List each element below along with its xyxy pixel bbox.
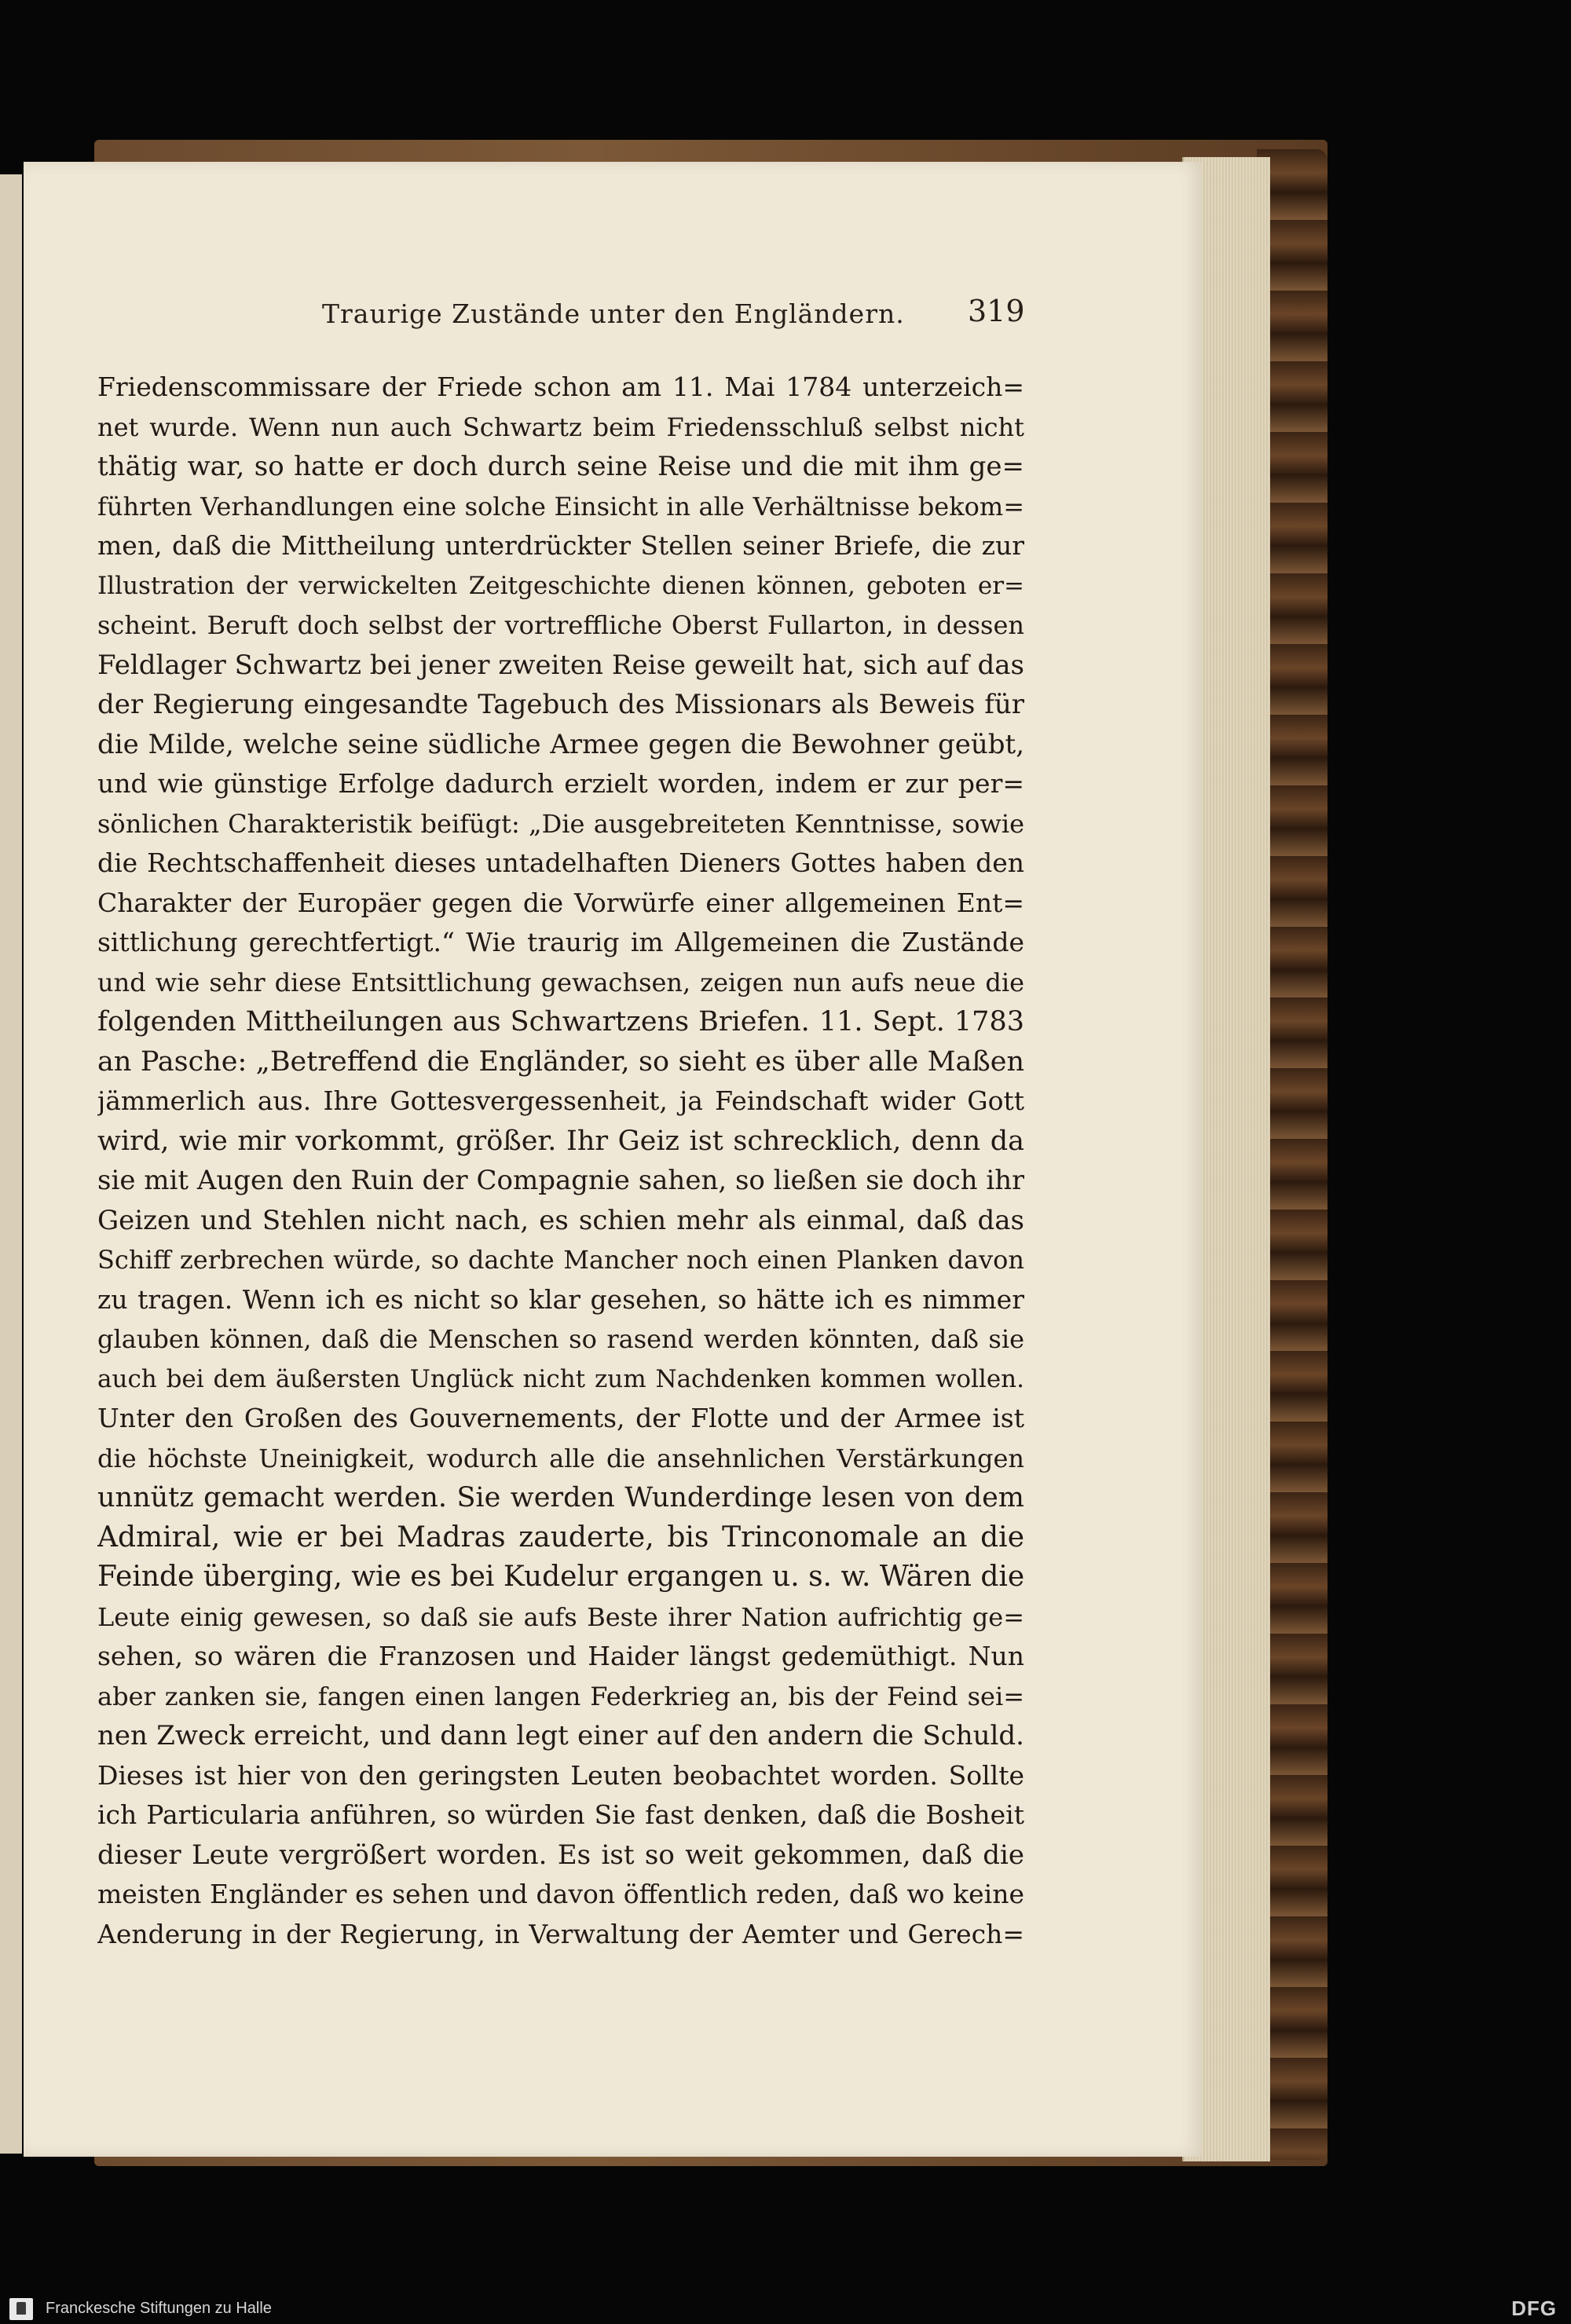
text-line: unnütz gemacht werden. Sie werden Wunderdinge lesen von dem <box>97 1482 1024 1513</box>
francke-foundation-logo-icon <box>9 2298 33 2320</box>
text-line: zu tragen. Wenn ich es nicht so klar gesehen, so hätte ich es nimmer <box>97 1283 1024 1315</box>
text-line: Aenderung in der Regierung, in Verwaltung der Aemter und Gerech= <box>97 1918 1024 1949</box>
text-line: Dieses ist hier von den geringsten Leuten beobachtet worden. Sollte <box>97 1759 1024 1791</box>
viewer-footer <box>0 2293 1571 2324</box>
text-line: folgenden Mittheilungen aus Schwartzens Briefen. 11. Sept. 1783 <box>97 1006 1024 1038</box>
text-line: nen Zweck erreicht, und dann legt einer auf den andern die Schuld. <box>97 1720 1024 1751</box>
text-line: Admiral, wie er bei Madras zauderte, bis Trinconomale an die <box>97 1521 1024 1554</box>
text-line: sie mit Augen den Ruin der Compagnie sahen, so ließen sie doch ihr <box>97 1165 1024 1196</box>
text-line: sehen, so wären die Franzosen und Haider längst gedemüthigt. Nun <box>97 1641 1024 1671</box>
text-line: glauben können, daß die Menschen so rasend werden könnten, daß sie <box>97 1324 1024 1354</box>
text-line: meisten Engländer es sehen und davon öffentlich reden, daß wo keine <box>97 1879 1024 1909</box>
text-line: sönlichen Charakteristik beifügt: „Die ausgebreiteten Kenntnisse, sowie <box>97 808 1024 839</box>
page-number: 319 <box>968 294 1025 328</box>
text-line: Illustration der verwickelten Zeitgeschichte dienen können, geboten er= <box>97 571 1024 600</box>
text-line: an Pasche: „Betreffend die Engländer, so sieht es über alle Maßen <box>97 1045 1024 1078</box>
text-line: net wurde. Wenn nun auch Schwartz beim Friedensschluß selbst nicht <box>97 412 1024 442</box>
text-line: Leute einig gewesen, so daß sie aufs Beste ihrer Nation aufrichtig ge= <box>97 1601 1024 1632</box>
text-line: der Regierung eingesandte Tagebuch des Missionars als Beweis für <box>97 689 1024 720</box>
text-line: Charakter der Europäer gegen die Vorwürfe einer allgemeinen Ent= <box>97 887 1024 918</box>
body-text <box>97 368 1024 1954</box>
text-line: und wie sehr diese Entsittlichung gewachsen, zeigen nun aufs neue die <box>97 967 1024 997</box>
text-line: Geizen und Stehlen nicht nach, es schien mehr als einmal, daß das <box>97 1204 1024 1236</box>
text-line: die höchste Uneinigkeit, wodurch alle die ansehnlichen Verstärkungen <box>97 1443 1024 1473</box>
text-line: Unter den Großen des Gouvernements, der Flotte und der Armee ist <box>97 1403 1024 1433</box>
text-line: sittlichung gerechtfertigt.“ Wie traurig im Allgemeinen die Zustände <box>97 927 1024 957</box>
text-line: Feldlager Schwartz bei jener zweiten Reise geweilt hat, sich auf das <box>97 649 1024 681</box>
text-line: ich Particularia anführen, so würden Sie fast denken, daß die Bosheit <box>97 1799 1024 1830</box>
text-line: die Rechtschaffenheit dieses untadelhaften Dieners Gottes haben den <box>97 847 1024 878</box>
text-line: dieser Leute vergrößert worden. Es ist so weit gekommen, daß die <box>97 1839 1024 1871</box>
dfg-logo: DFG <box>1511 2297 1557 2320</box>
text-line: auch bei dem äußersten Unglück nicht zum Nachdenken kommen wollen. <box>97 1364 1024 1393</box>
text-line: Feinde überging, wie es bei Kudelur ergangen u. s. w. Wären die <box>97 1561 1024 1593</box>
text-line: Schiff zerbrechen würde, so dachte Mancher noch einen Planken davon <box>97 1245 1024 1275</box>
text-line: wird, wie mir vorkommt, größer. Ihr Geiz ist schrecklich, denn da <box>97 1125 1024 1157</box>
text-line: scheint. Beruft doch selbst der vortreffliche Oberst Fullarton, in dessen <box>97 610 1024 640</box>
running-head: Traurige Zustände unter den Engländern. <box>322 298 905 329</box>
text-line: jämmerlich aus. Ihre Gottesvergessenheit, ja Feindschaft wider Gott <box>97 1085 1024 1116</box>
text-line: thätig war, so hatte er doch durch seine Reise und die mit ihm ge= <box>97 451 1024 482</box>
text-line: men, daß die Mittheilung unterdrückter Stellen seiner Briefe, die zur <box>97 530 1024 561</box>
text-line: aber zanken sie, fangen einen langen Federkrieg an, bis der Feind sei= <box>97 1681 1024 1711</box>
text-line: und wie günstige Erfolge dadurch erzielt worden, indem er zur per= <box>97 768 1024 799</box>
text-line: die Milde, welche seine südliche Armee gegen die Bewohner geübt, <box>97 728 1024 760</box>
text-line: Friedenscommissare der Friede schon am 11. Mai 1784 unterzeich= <box>97 371 1024 402</box>
facing-page-edge <box>0 174 22 2154</box>
institution-name: Franckesche Stiftungen zu Halle <box>46 2300 272 2317</box>
text-line: führten Verhandlungen eine solche Einsicht in alle Verhältnisse bekom= <box>97 491 1024 522</box>
